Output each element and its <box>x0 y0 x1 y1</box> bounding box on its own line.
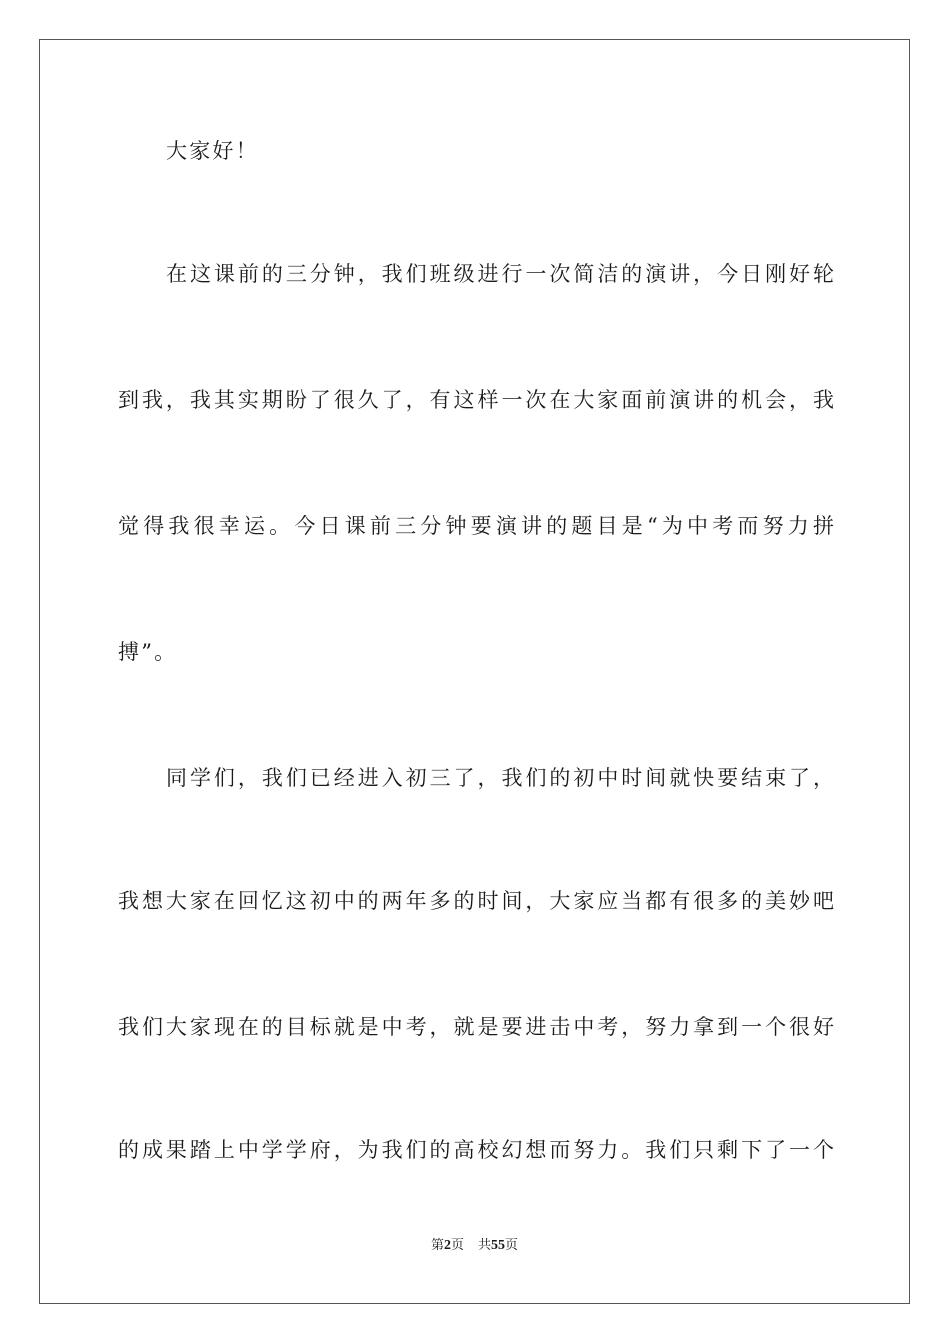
text-line: 搏”。 <box>118 640 178 664</box>
text-line: 我们大家现在的目标就是中考，就是要进击中考，努力拿到一个很好 <box>118 1015 834 1039</box>
total-pages: 55 <box>491 1238 506 1253</box>
text-line-greeting: 大家好！ <box>166 139 259 163</box>
text-line: 的成果踏上中学学府，为我们的高校幻想而努力。我们只剩下了一个 <box>118 1138 834 1162</box>
text-line: 同学们，我们已经进入初三了，我们的初中时间就快要结束了， <box>166 766 834 790</box>
document-page <box>39 39 910 1304</box>
page-number: 2 <box>443 1238 451 1253</box>
text-line: 到我，我其实期盼了很久了，有这样一次在大家面前演讲的机会，我 <box>118 388 834 412</box>
total-pages-suffix: 页 <box>505 1238 519 1253</box>
total-pages-prefix: 共 <box>478 1238 492 1253</box>
page-footer <box>40 1237 909 1255</box>
page-number-prefix: 第 <box>430 1238 444 1253</box>
text-line: 我想大家在回忆这初中的两年多的时间，大家应当都有很多的美妙吧 <box>118 889 834 913</box>
text-line: 在这课前的三分钟，我们班级进行一次简洁的演讲，今日刚好轮 <box>166 262 834 286</box>
page-number-suffix: 页 <box>450 1238 464 1253</box>
text-line: 觉得我很幸运。今日课前三分钟要演讲的题目是“为中考而努力拼 <box>118 514 834 538</box>
